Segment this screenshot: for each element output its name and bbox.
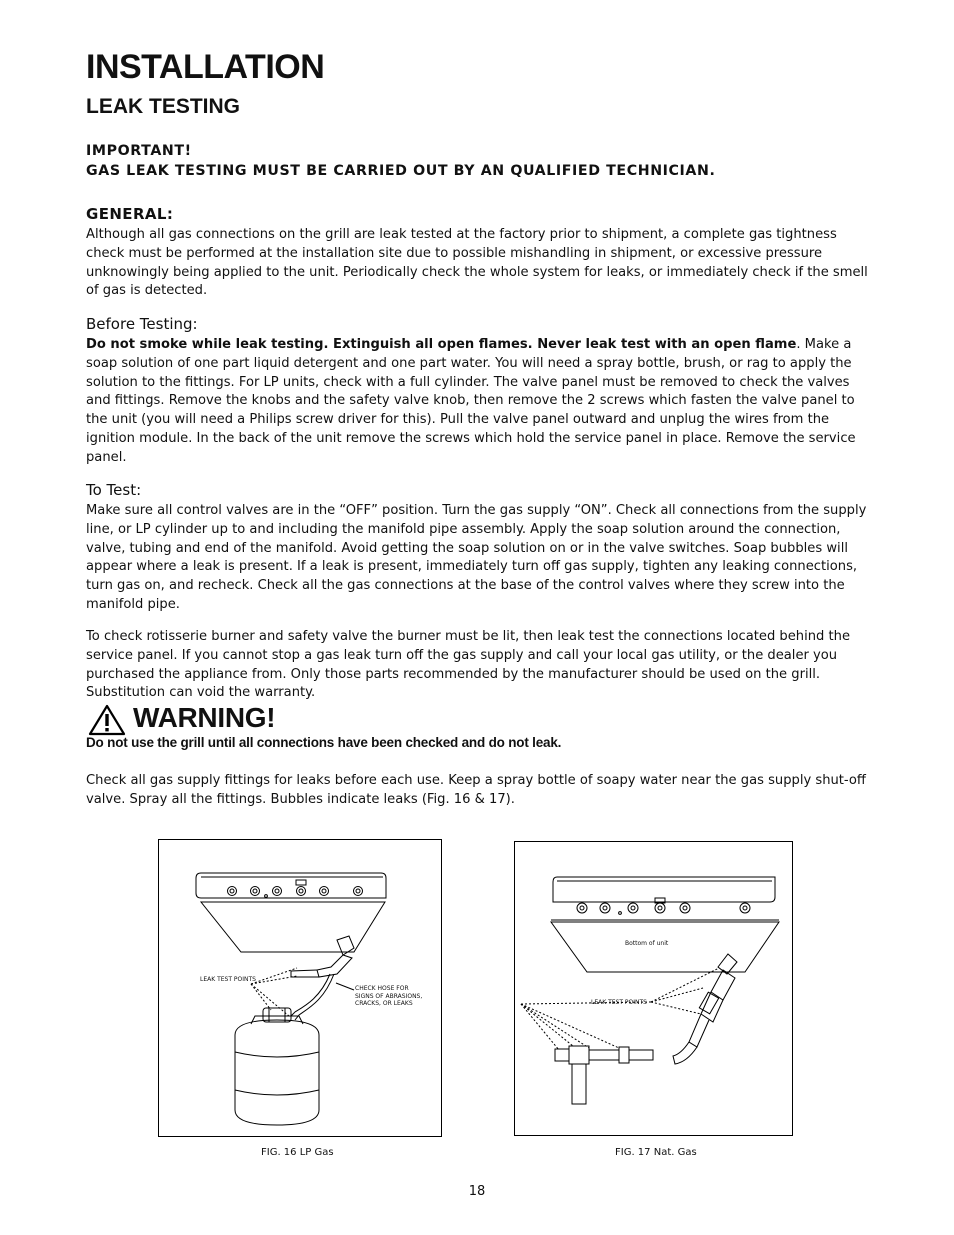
to-test-heading: To Test: bbox=[86, 481, 142, 499]
figure-nat-gas bbox=[514, 841, 793, 1136]
general-heading: GENERAL: bbox=[86, 205, 174, 223]
to-test-paragraph-2: To check rotisserie burner and safety valve the burner must be lit, then leak test the connections located behind the service panel. If you cannot stop a gas leak turn off the gas supply and call your local gas utility, or the dealer you purchased the appliance from. Only those parts recommended by the manufacturer should be used on the grill. Substitution can void the warranty. bbox=[86, 629, 850, 701]
warning-subtitle: Do not use the grill until all connections have been checked and do not leak. bbox=[86, 735, 562, 750]
figure-16-caption: FIG. 16 LP Gas bbox=[261, 1147, 334, 1158]
before-testing-heading: Before Testing: bbox=[86, 315, 198, 333]
leak-test-points-label: LEAK TEST POINTS bbox=[591, 999, 647, 1006]
warning-title: WARNING! bbox=[133, 702, 276, 733]
warning-triangle-icon bbox=[88, 704, 126, 736]
nat-gas-diagram bbox=[515, 842, 792, 1135]
warning-paragraph: Check all gas supply fittings for leaks before each use. Keep a spray bottle of soapy water near the gas supply shut-off valve. Spray all the fittings. Bubbles indicate leaks (Fig. 16 & 17). bbox=[86, 773, 866, 807]
general-paragraph: Although all gas connections on the grill are leak tested at the factory prior to shipment, a complete gas tightness check must be performed at the installation site due to possible mishandling in shipment, or excessive pressure unknowingly being applied to the unit. Periodically check the whole system for leaks, or immediately check if the smell of gas is detected. bbox=[86, 227, 868, 299]
important-heading: IMPORTANT! bbox=[86, 143, 192, 159]
figure-lp-gas bbox=[158, 839, 442, 1137]
figure-17-caption: FIG. 17 Nat. Gas bbox=[615, 1147, 697, 1158]
before-testing-bold: Do not smoke while leak testing. Extinguish all open flames. Never leak test with an open flame bbox=[86, 337, 797, 352]
before-testing-paragraph bbox=[86, 336, 876, 468]
before-testing-text: . Make a soap solution of one part liquid detergent and one part water. You will need a spray bottle, brush, or rag to apply the solution to the fittings. For LP units, check with a full cylinder. The valve panel must be removed to check the valves and fittings. Remove the knobs and the safety valve knob, then remove the 2 screws which fasten the valve panel to the unit (you will need a Philips screw driver for this). Pull the valve panel outward and unplug the wires from the ignition module. In the back of the unit remove the screws which hold the service panel in place. Remove the service panel. bbox=[86, 337, 856, 465]
page-title: INSTALLATION bbox=[86, 48, 325, 86]
section-title: LEAK TESTING bbox=[86, 95, 241, 118]
leak-test-points-label: LEAK TEST POINTS bbox=[200, 976, 256, 983]
important-notice: GAS LEAK TESTING MUST BE CARRIED OUT BY AN QUALIFIED TECHNICIAN. bbox=[86, 163, 716, 179]
bottom-of-unit-label: Bottom of unit bbox=[625, 940, 669, 947]
page-number: 18 bbox=[468, 1184, 486, 1199]
check-hose-label: CHECK HOSE FOR SIGNS OF ABRASIONS, CRACKS, OR LEAKS bbox=[355, 985, 423, 1007]
to-test-paragraph-1: Make sure all control valves are in the “OFF” position. Turn the gas supply “ON”. Check all connections from the supply line, or LP cylinder up to and including the manifold pipe assembly. Apply the soap solution around the connection, valve, tubing and end of the manifold. Avoid getting the soap solution on or in the valve switches. Soap bubbles will appear where a leak is present. If a leak is present, immediately turn off gas supply, tighten any leaking connections, turn gas on, and recheck. Check all the gas connections at the base of the control valves where they screw into the manifold pipe. bbox=[86, 503, 867, 612]
